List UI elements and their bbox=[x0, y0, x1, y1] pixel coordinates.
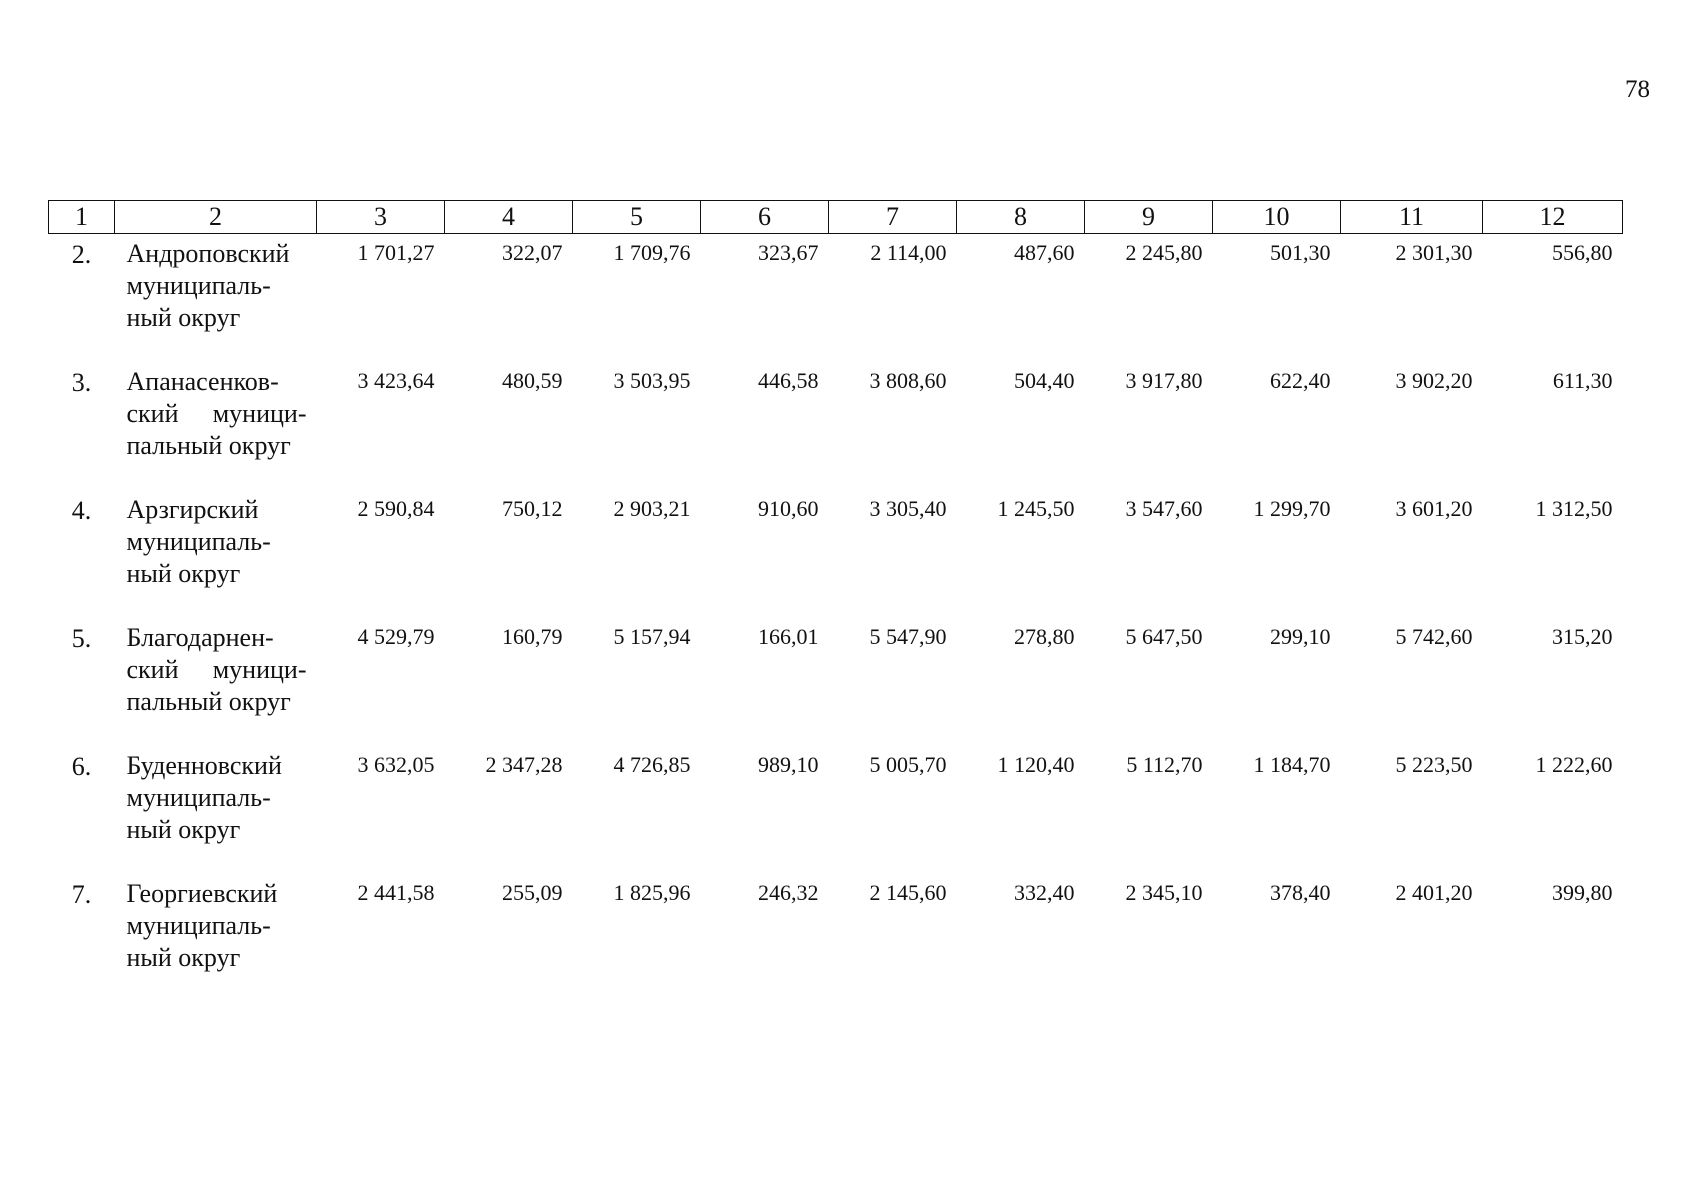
value-cell-col-8: 504,40 bbox=[1014, 368, 1075, 393]
value-cell-col-3: 1 701,27 bbox=[357, 240, 435, 265]
column-header-6: 6 bbox=[701, 201, 829, 234]
value-cell-col-3: 2 590,84 bbox=[357, 496, 435, 521]
value-cell-col-9: 5 112,70 bbox=[1126, 752, 1203, 777]
value-cell-col-12: 1 312,50 bbox=[1535, 496, 1613, 521]
column-header-7: 7 bbox=[829, 201, 957, 234]
column-header-10: 10 bbox=[1213, 201, 1341, 234]
district-name: Благодарнен-ский муници-пальный округ bbox=[126, 623, 307, 716]
value-cell-col-12: 556,80 bbox=[1552, 240, 1613, 265]
value-cell-col-10: 622,40 bbox=[1270, 368, 1331, 393]
column-header-12: 12 bbox=[1483, 201, 1623, 234]
value-cell-col-11: 3 601,20 bbox=[1395, 496, 1473, 521]
row-number: 6. bbox=[71, 752, 92, 781]
value-cell-col-5: 2 903,21 bbox=[613, 496, 691, 521]
value-cell-col-5: 4 726,85 bbox=[613, 752, 691, 777]
value-cell-col-4: 480,59 bbox=[502, 368, 563, 393]
value-cell-col-9: 3 917,80 bbox=[1125, 368, 1203, 393]
value-cell-col-10: 299,10 bbox=[1270, 624, 1331, 649]
value-cell-col-4: 750,12 bbox=[502, 496, 563, 521]
value-cell-col-7: 3 808,60 bbox=[869, 368, 947, 393]
value-cell-col-6: 323,67 bbox=[758, 240, 819, 265]
value-cell-col-4: 255,09 bbox=[502, 880, 563, 905]
value-cell-col-3: 3 632,05 bbox=[357, 752, 435, 777]
table-body bbox=[49, 234, 1623, 1003]
table-row bbox=[49, 746, 1623, 874]
value-cell-col-9: 2 245,80 bbox=[1125, 240, 1203, 265]
value-cell-col-6: 446,58 bbox=[758, 368, 819, 393]
column-header-11: 11 bbox=[1341, 201, 1483, 234]
table-row bbox=[49, 618, 1623, 746]
value-cell-col-11: 3 902,20 bbox=[1395, 368, 1473, 393]
district-name: Георгиевский муниципаль-ный округ bbox=[126, 879, 278, 972]
value-cell-col-9: 3 547,60 bbox=[1125, 496, 1203, 521]
value-cell-col-7: 2 145,60 bbox=[869, 880, 947, 905]
table-row bbox=[49, 234, 1623, 363]
value-cell-col-8: 332,40 bbox=[1014, 880, 1075, 905]
value-cell-col-6: 989,10 bbox=[758, 752, 819, 777]
value-cell-col-11: 5 742,60 bbox=[1395, 624, 1473, 649]
header-row bbox=[49, 201, 1623, 234]
table-header bbox=[49, 201, 1623, 234]
value-cell-col-4: 322,07 bbox=[502, 240, 563, 265]
value-cell-col-12: 611,30 bbox=[1552, 368, 1613, 393]
value-cell-col-9: 2 345,10 bbox=[1125, 880, 1203, 905]
value-cell-col-8: 1 245,50 bbox=[997, 496, 1075, 521]
value-cell-col-12: 1 222,60 bbox=[1535, 752, 1613, 777]
value-cell-col-11: 5 223,50 bbox=[1395, 752, 1473, 777]
value-cell-col-7: 5 005,70 bbox=[869, 752, 947, 777]
value-cell-col-7: 5 547,90 bbox=[869, 624, 947, 649]
column-header-5: 5 bbox=[573, 201, 701, 234]
value-cell-col-11: 2 401,20 bbox=[1395, 880, 1473, 905]
row-number: 2. bbox=[71, 240, 92, 269]
value-cell-col-10: 1 184,70 bbox=[1253, 752, 1331, 777]
value-cell-col-8: 487,60 bbox=[1014, 240, 1075, 265]
district-name: Арзгирский муниципаль-ный округ bbox=[126, 495, 271, 588]
value-cell-col-6: 246,32 bbox=[758, 880, 819, 905]
value-cell-col-4: 2 347,28 bbox=[485, 752, 563, 777]
table-row bbox=[49, 874, 1623, 1002]
page-number: 78 bbox=[1625, 76, 1650, 103]
column-header-8: 8 bbox=[957, 201, 1085, 234]
district-name: Апанасенков-ский муници-пальный округ bbox=[126, 367, 307, 460]
value-cell-col-7: 3 305,40 bbox=[869, 496, 947, 521]
table-row bbox=[49, 362, 1623, 490]
value-cell-col-3: 4 529,79 bbox=[357, 624, 435, 649]
row-number: 4. bbox=[71, 496, 92, 525]
value-cell-col-8: 278,80 bbox=[1014, 624, 1075, 649]
value-cell-col-8: 1 120,40 bbox=[997, 752, 1075, 777]
data-table bbox=[48, 200, 1623, 1002]
value-cell-col-9: 5 647,50 bbox=[1125, 624, 1203, 649]
value-cell-col-5: 5 157,94 bbox=[613, 624, 691, 649]
column-header-9: 9 bbox=[1085, 201, 1213, 234]
value-cell-col-5: 1 825,96 bbox=[613, 880, 691, 905]
value-cell-col-5: 3 503,95 bbox=[613, 368, 691, 393]
value-cell-col-3: 2 441,58 bbox=[357, 880, 435, 905]
row-number: 5. bbox=[71, 624, 92, 653]
value-cell-col-10: 1 299,70 bbox=[1253, 496, 1331, 521]
district-name: Буденновский муниципаль-ный округ bbox=[126, 751, 282, 844]
value-cell-col-4: 160,79 bbox=[502, 624, 563, 649]
value-cell-col-6: 166,01 bbox=[758, 624, 819, 649]
column-header-1: 1 bbox=[49, 201, 115, 234]
value-cell-col-12: 399,80 bbox=[1552, 880, 1613, 905]
value-cell-col-10: 378,40 bbox=[1270, 880, 1331, 905]
value-cell-col-12: 315,20 bbox=[1552, 624, 1613, 649]
district-name: Андроповский муниципаль-ный округ bbox=[126, 239, 290, 332]
column-header-3: 3 bbox=[317, 201, 445, 234]
table-row bbox=[49, 490, 1623, 618]
row-number: 3. bbox=[71, 368, 92, 397]
value-cell-col-7: 2 114,00 bbox=[870, 240, 947, 265]
value-cell-col-3: 3 423,64 bbox=[357, 368, 435, 393]
column-header-2: 2 bbox=[115, 201, 317, 234]
column-header-4: 4 bbox=[445, 201, 573, 234]
row-number: 7. bbox=[71, 880, 92, 909]
value-cell-col-11: 2 301,30 bbox=[1395, 240, 1473, 265]
value-cell-col-6: 910,60 bbox=[758, 496, 819, 521]
value-cell-col-5: 1 709,76 bbox=[613, 240, 691, 265]
value-cell-col-10: 501,30 bbox=[1270, 240, 1331, 265]
